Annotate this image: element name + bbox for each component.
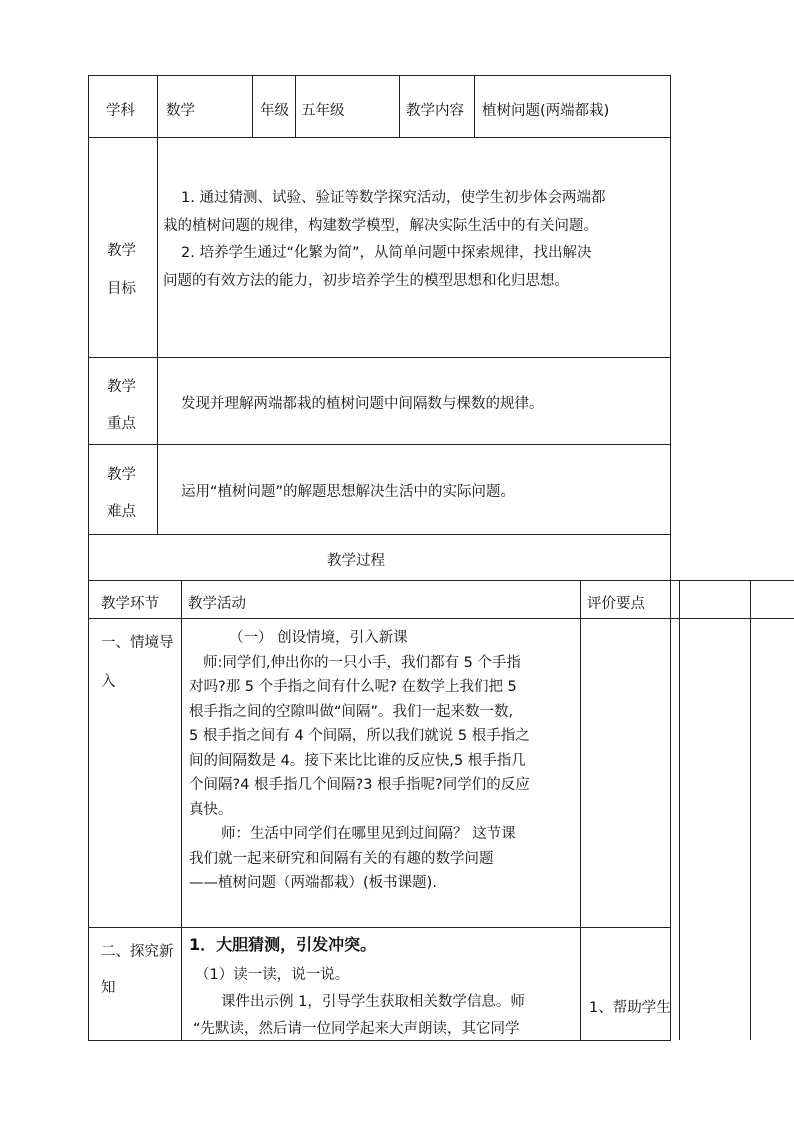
- header-divider-3: [399, 75, 400, 137]
- activity-line: 师:同学们,伸出你的一只小手，我们都有 5 个手指: [203, 654, 521, 671]
- keypoints-label-line1: 教学: [107, 379, 136, 395]
- process-header-divider: [88, 618, 794, 619]
- goals-line: 问题的有效方法的能力，初步培养学生的模型思想和化归思想。: [163, 272, 569, 289]
- goals-line: 2. 培养学生通过“化繁为简”，从简单问题中探索规律，找出解决: [181, 245, 592, 261]
- extra-column-1: [679, 580, 680, 1040]
- row-divider-keypoints: [88, 444, 671, 445]
- activity-line: 根手指之间的空隙叫做“间隔”。我们一起来数一数,: [189, 703, 514, 720]
- goals-label-line2: 目标: [107, 281, 136, 297]
- difficulties-label-line1: 教学: [107, 467, 136, 483]
- header-divider-2: [295, 75, 296, 137]
- activity-line: “先默读，然后请一位同学起来大声朗读，其它同学: [193, 1021, 520, 1037]
- activity-line: （1）读一读，说一说。: [195, 967, 350, 983]
- process-title: 教学过程: [327, 553, 385, 569]
- stage-1-line2: 入: [101, 674, 116, 690]
- activity-line: 间的间隔数是 4。接下来比比谁的反应快,5 根手指几: [189, 752, 526, 769]
- grade-label: 年级: [260, 103, 289, 119]
- process-stage-divider: [181, 580, 182, 1040]
- activity-line: 课件出示例 1，引导学生获取相关数学信息。师: [221, 994, 525, 1010]
- stage-2-line2: 知: [101, 980, 116, 996]
- process-eval-divider: [580, 580, 581, 1040]
- activity-2-heading: 1．大胆猜测，引发冲突。: [189, 935, 377, 954]
- table-top-border: [88, 75, 671, 76]
- activity-line: 5 根手指之间有 4 个间隔，所以我们就说 5 根手指之: [189, 728, 530, 744]
- goals-line: 1. 通过猜测、试验、验证等数学探究活动，使学生初步体会两端都: [181, 190, 606, 206]
- row-divider-header: [88, 137, 671, 138]
- goals-line: 栽的植树问题的规律，构建数学模型，解决实际生活中的有关问题。: [163, 217, 598, 234]
- subject-value: 数学: [166, 103, 195, 119]
- header-divider-1: [252, 75, 253, 137]
- table-left-border: [88, 75, 89, 1040]
- activity-line: 个间隔?4 根手指几个间隔?3 根手指呢?同学们的反应: [189, 777, 530, 793]
- activity-line: （一） 创设情境，引入新课: [229, 630, 408, 646]
- content-value: 植树问题(两端都栽): [482, 103, 610, 119]
- row-divider-difficulties: [88, 534, 671, 535]
- keypoints-label-line2: 重点: [107, 416, 136, 432]
- activity-2-text: [189, 962, 525, 1043]
- keypoints-text: 发现并理解两端都栽的植树问题中间隔数与棵数的规律。: [181, 396, 544, 412]
- difficulties-label-line2: 难点: [107, 504, 136, 520]
- activity-1-text: [189, 626, 530, 896]
- col-stage-header: 教学环节: [101, 596, 159, 612]
- col-eval-header: 评价要点: [587, 596, 645, 612]
- subject-label: 学科: [106, 103, 135, 119]
- col-activity-header: 教学活动: [188, 596, 246, 612]
- eval-2-text: 1、帮助学生: [589, 1000, 671, 1016]
- activity-line: 真快。: [189, 801, 233, 818]
- activity-line: 师：生活中同学们在哪里见到过间隔？ 这节课: [221, 826, 516, 842]
- stage-1-line1: 一、情境导: [101, 635, 174, 651]
- goals-label-line1: 教学: [107, 243, 136, 259]
- table-right-border: [670, 75, 671, 1040]
- activity-line: ——植树问题（两端都栽）(板书课题).: [189, 875, 437, 891]
- header-divider-4: [474, 75, 475, 137]
- activity-line: 我们就一起来研究和间隔有关的有趣的数学问题: [189, 850, 494, 867]
- difficulties-text: 运用“植树问题”的解题思想解决生活中的实际问题。: [181, 484, 516, 500]
- activity-line: 对吗?那 5 个手指之间有什么呢? 在数学上我们把 5: [189, 679, 517, 695]
- row-divider-goals: [88, 357, 671, 358]
- extra-column-2: [750, 580, 751, 1040]
- process-top-border: [88, 580, 794, 581]
- process-row-divider: [88, 927, 671, 928]
- goals-text: [163, 185, 606, 295]
- content-label: 教学内容: [406, 103, 464, 119]
- grade-value: 五年级: [301, 103, 345, 119]
- label-column-divider: [157, 75, 158, 534]
- stage-2-line1: 二、探究新: [101, 944, 174, 960]
